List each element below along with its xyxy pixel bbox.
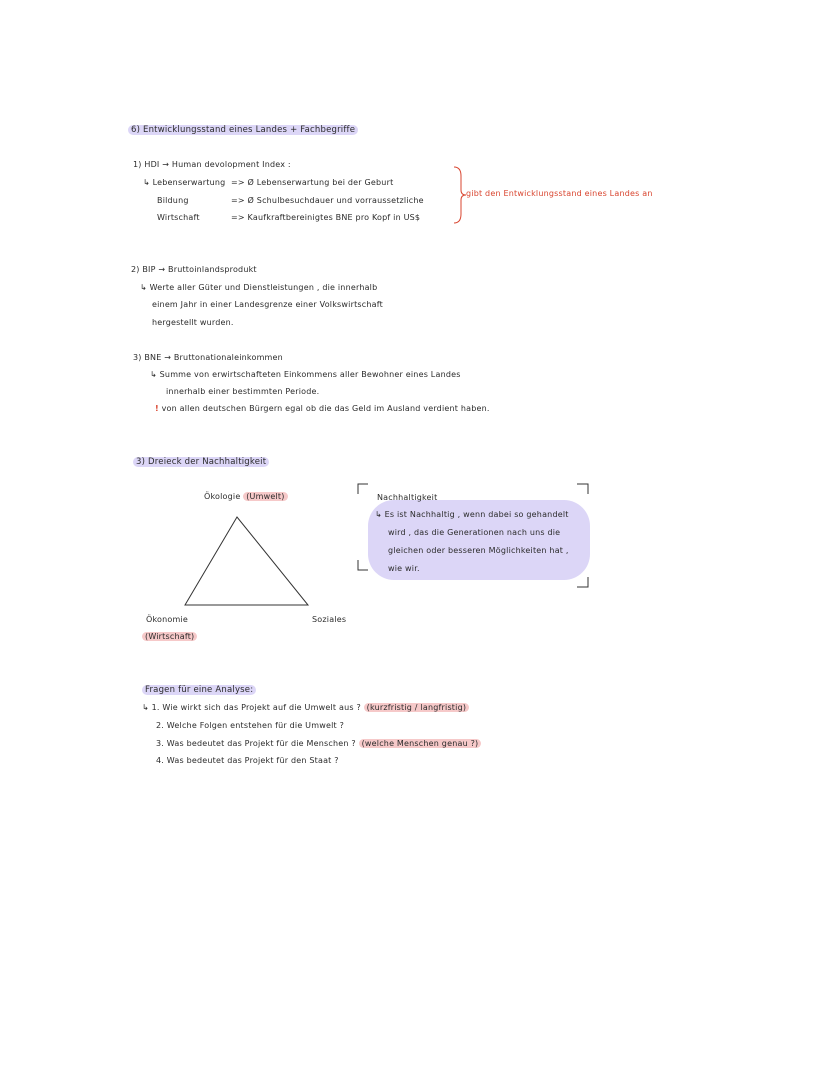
bip-line: ↳ Werte aller Güter und Dienstleistungen , die innerhalb [140, 283, 378, 292]
bne-line: innerhalb einer bestimmten Periode. [166, 387, 320, 396]
bne-line: ↳ Summe von erwirtschafteten Einkommens aller Bewohner eines Landes [150, 370, 461, 379]
questions-title: Fragen für eine Analyse: [142, 685, 256, 695]
triangle-left-label: Ökonomie [146, 615, 189, 624]
warning-icon: ! [155, 404, 159, 413]
hdi-row-value: => Ø Lebenserwartung bei der Geburt [231, 178, 394, 187]
bip-heading: 2) BIP → Bruttoinlandsprodukt [131, 265, 257, 274]
question-item: 3. Was bedeutet das Projekt für die Menschen ? (welche Menschen genau ?) [156, 739, 481, 749]
triangle-right-label: Soziales [312, 615, 347, 624]
question-item: 4. Was bedeutet das Projekt für den Staat ? [156, 756, 339, 765]
bip-line: hergestellt wurden. [152, 318, 234, 327]
hdi-row-label: Bildung [157, 196, 189, 205]
section-title-dreieck: 3) Dreieck der Nachhaltigkeit [133, 457, 269, 467]
definition-line: gleichen oder besseren Möglichkeiten hat , [388, 546, 569, 555]
bne-heading: 3) BNE → Bruttonationaleinkommen [133, 353, 283, 362]
question-item: 2. Welche Folgen entstehen für die Umwelt ? [156, 721, 345, 730]
question-item: ↳ 1. Wie wirkt sich das Projekt auf die Umwelt aus ? (kurzfristig / langfristig) [142, 703, 469, 713]
triangle-left-tag: (Wirtschaft) [142, 632, 197, 642]
definition-line: wie wir. [388, 564, 420, 573]
sustainability-triangle [180, 514, 312, 608]
hdi-row-value: => Kaufkraftbereinigtes BNE pro Kopf in US$ [231, 213, 421, 222]
bip-line: einem Jahr in einer Landesgrenze einer Volkswirtschaft [152, 300, 383, 309]
definition-line: ↳ Es ist Nachhaltig , wenn dabei so gehandelt [375, 510, 569, 519]
definition-line: wird , das die Generationen nach uns die [388, 528, 561, 537]
hdi-row-label: Wirtschaft [157, 213, 200, 222]
hdi-row-value: => Ø Schulbesuchdauer und vorraussetzliche [231, 196, 424, 205]
hdi-note: gibt den Entwicklungsstand eines Landes an [466, 189, 653, 198]
hdi-row-label: ↳ Lebenserwartung [143, 178, 226, 187]
bne-warning: ! von allen deutschen Bürgern egal ob die das Geld im Ausland verdient haben. [155, 404, 490, 413]
definition-title: Nachhaltigkeit [377, 493, 438, 502]
section-title-entwicklungsstand: 6) Entwicklungsstand eines Landes + Fachbegriffe [128, 125, 358, 135]
hdi-heading: 1) HDI → Human devolopment Index : [133, 160, 291, 169]
triangle-top-label: Ökologie (Umwelt) [204, 492, 288, 502]
